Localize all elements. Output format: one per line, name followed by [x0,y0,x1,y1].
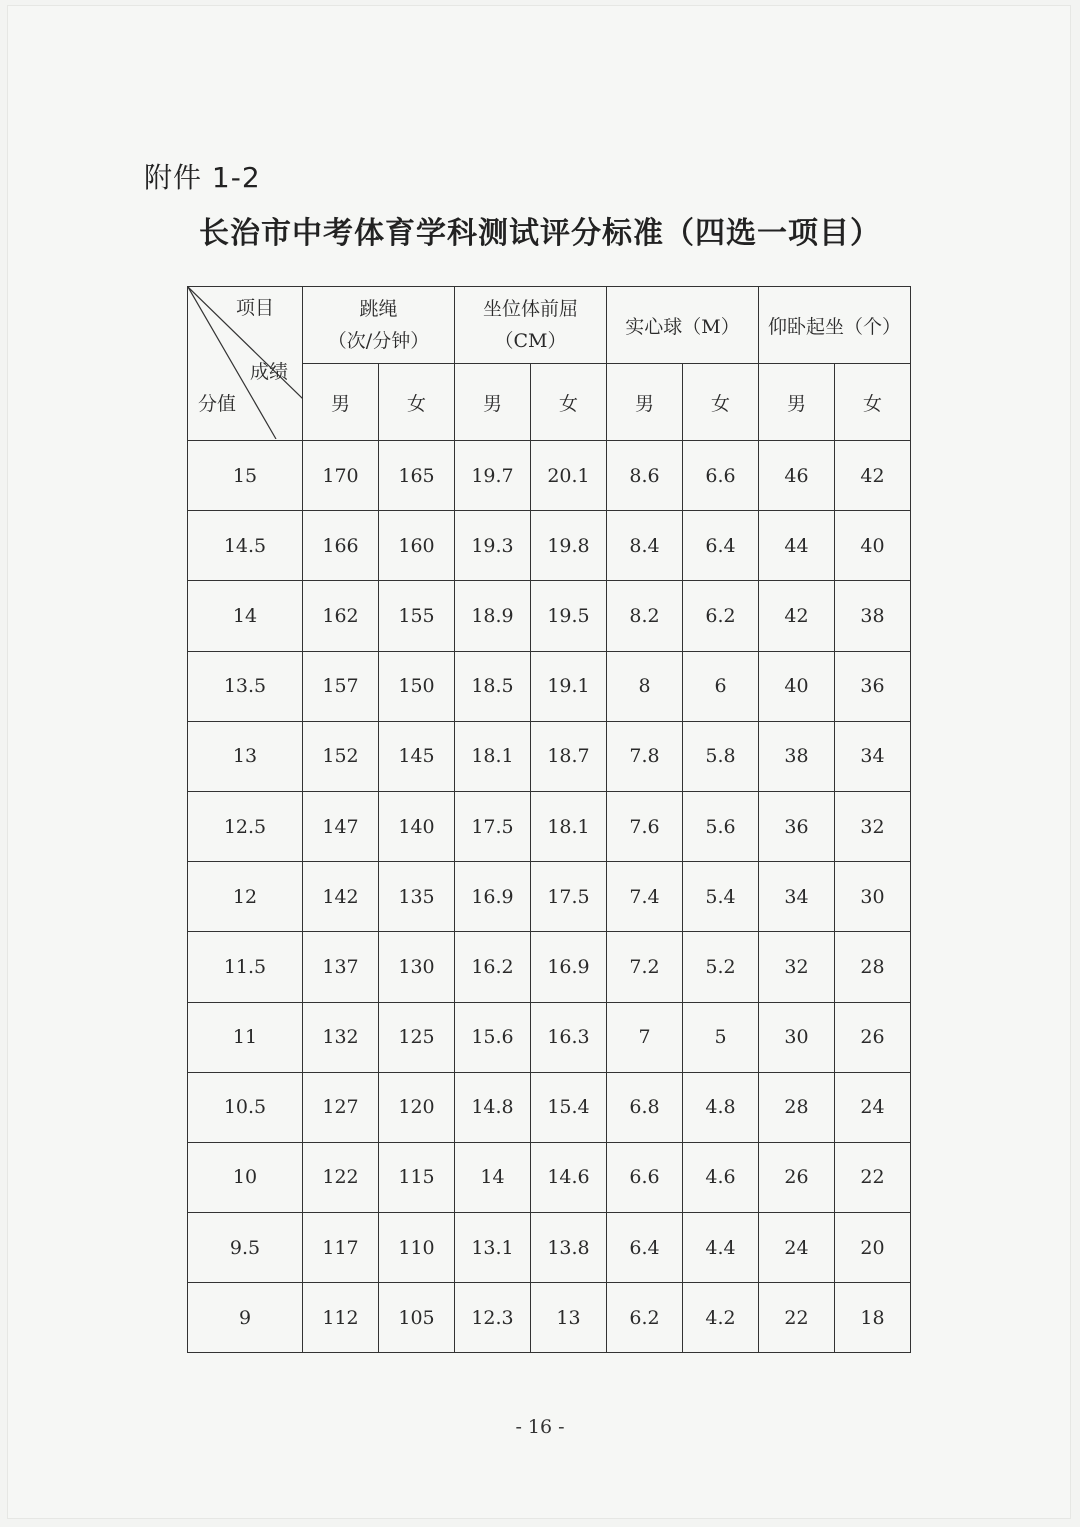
table-cell: 30 [835,862,911,932]
table-cell: 15.4 [531,1072,607,1142]
gender-header-male: 男 [759,364,835,441]
table-cell: 16.9 [531,932,607,1002]
table-cell: 19.7 [455,441,531,511]
table-cell: 165 [379,441,455,511]
table-row [188,1213,911,1283]
item-header-sit-and-reach [455,287,607,364]
table-cell: 16.2 [455,932,531,1002]
table-cell: 40 [835,511,911,581]
gender-header-female: 女 [683,364,759,441]
score-value-cell: 11 [188,1002,303,1072]
item-header-medicine-ball [607,287,759,364]
table-cell: 145 [379,721,455,791]
table-row [188,721,911,791]
table-cell: 152 [303,721,379,791]
table-cell: 157 [303,651,379,721]
table-row [188,441,911,511]
table-cell: 5.8 [683,721,759,791]
table-cell: 32 [759,932,835,1002]
table-row [188,862,911,932]
table-cell: 14.8 [455,1072,531,1142]
table-cell: 18.1 [455,721,531,791]
table-row [188,511,911,581]
item-name: 实心球（M） [625,315,740,338]
table-cell: 24 [759,1213,835,1283]
gender-header-female: 女 [835,364,911,441]
table-cell: 20.1 [531,441,607,511]
table-cell: 115 [379,1142,455,1212]
score-value-cell: 14 [188,581,303,651]
scoring-table [187,286,911,1353]
table-cell: 160 [379,511,455,581]
attachment-label: 附件 1-2 [144,161,261,194]
item-header-sit-ups [759,287,911,364]
table-cell: 18.7 [531,721,607,791]
table-cell: 142 [303,862,379,932]
score-value-cell: 13 [188,721,303,791]
table-row [188,1002,911,1072]
table-cell: 46 [759,441,835,511]
document-title: 长治市中考体育学科测试评分标准（四选一项目） [199,216,881,251]
table-cell: 7 [607,1002,683,1072]
table-cell: 4.8 [683,1072,759,1142]
table-cell: 17.5 [531,862,607,932]
table-cell: 16.3 [531,1002,607,1072]
score-value-cell: 12 [188,862,303,932]
table-cell: 8.4 [607,511,683,581]
score-value-cell: 10.5 [188,1072,303,1142]
item-name: 跳绳 [359,298,398,320]
table-cell: 34 [759,862,835,932]
table-cell: 19.8 [531,511,607,581]
table-cell: 38 [759,721,835,791]
header-row-items [188,287,911,364]
table-cell: 12.3 [455,1283,531,1353]
table-cell: 13.8 [531,1213,607,1283]
item-name: 仰卧起坐（个） [768,315,902,338]
table-cell: 5 [683,1002,759,1072]
table-row [188,1142,911,1212]
table-cell: 162 [303,581,379,651]
table-cell: 30 [759,1002,835,1072]
table-cell: 26 [835,1002,911,1072]
gender-header-female: 女 [379,364,455,441]
table-cell: 24 [835,1072,911,1142]
table-cell: 28 [835,932,911,1002]
table-cell: 40 [759,651,835,721]
score-value-cell: 9 [188,1283,303,1353]
table-cell: 36 [835,651,911,721]
gender-header-male: 男 [303,364,379,441]
gender-header-male: 男 [455,364,531,441]
score-value-cell: 15 [188,441,303,511]
score-value-cell: 13.5 [188,651,303,721]
score-value-cell: 11.5 [188,932,303,1002]
table-cell: 7.2 [607,932,683,1002]
table-cell: 147 [303,791,379,861]
item-header-jump-rope [303,287,455,364]
table-cell: 6.2 [683,581,759,651]
table-cell: 14 [455,1142,531,1212]
table-row [188,1072,911,1142]
table-cell: 19.1 [531,651,607,721]
table-cell: 4.2 [683,1283,759,1353]
table-cell: 6.6 [607,1142,683,1212]
table-cell: 7.6 [607,791,683,861]
corner-header-cell [188,287,303,441]
table-cell: 19.3 [455,511,531,581]
table-cell: 170 [303,441,379,511]
table-cell: 32 [835,791,911,861]
table-cell: 42 [835,441,911,511]
table-cell: 4.4 [683,1213,759,1283]
table-cell: 127 [303,1072,379,1142]
table-cell: 8 [607,651,683,721]
table-row [188,651,911,721]
table-row [188,791,911,861]
score-value-cell: 9.5 [188,1213,303,1283]
table-cell: 19.5 [531,581,607,651]
table-cell: 16.9 [455,862,531,932]
table-cell: 13.1 [455,1213,531,1283]
table-cell: 22 [835,1142,911,1212]
table-cell: 18.1 [531,791,607,861]
table-cell: 5.4 [683,862,759,932]
table-cell: 5.2 [683,932,759,1002]
table-cell: 26 [759,1142,835,1212]
score-value-cell: 12.5 [188,791,303,861]
item-unit: （CM） [494,330,567,352]
table-cell: 42 [759,581,835,651]
table-cell: 6.2 [607,1283,683,1353]
table-cell: 130 [379,932,455,1002]
table-cell: 15.6 [455,1002,531,1072]
table-cell: 14.6 [531,1142,607,1212]
table-cell: 140 [379,791,455,861]
table-cell: 18.9 [455,581,531,651]
table-cell: 117 [303,1213,379,1283]
table-cell: 6.4 [683,511,759,581]
item-unit: （次/分钟） [327,330,430,352]
table-row [188,581,911,651]
item-name: 坐位体前屈 [483,298,579,320]
table-cell: 44 [759,511,835,581]
table-cell: 105 [379,1283,455,1353]
table-cell: 166 [303,511,379,581]
table-cell: 8.2 [607,581,683,651]
table-cell: 28 [759,1072,835,1142]
table-cell: 155 [379,581,455,651]
page-number: - 16 - [515,1416,565,1438]
table-cell: 13 [531,1283,607,1353]
table-cell: 120 [379,1072,455,1142]
table-cell: 5.6 [683,791,759,861]
table-cell: 132 [303,1002,379,1072]
table-cell: 135 [379,862,455,932]
gender-header-female: 女 [531,364,607,441]
table-cell: 150 [379,651,455,721]
table-cell: 4.6 [683,1142,759,1212]
table-cell: 20 [835,1213,911,1283]
table-cell: 6.6 [683,441,759,511]
table-cell: 7.4 [607,862,683,932]
table-cell: 38 [835,581,911,651]
table-cell: 125 [379,1002,455,1072]
table-cell: 7.8 [607,721,683,791]
table-row [188,1283,911,1353]
score-value-cell: 14.5 [188,511,303,581]
corner-label-value: 分值 [198,393,237,415]
table-cell: 122 [303,1142,379,1212]
table-cell: 6 [683,651,759,721]
table-cell: 17.5 [455,791,531,861]
table-cell: 6.8 [607,1072,683,1142]
table-cell: 137 [303,932,379,1002]
table-cell: 112 [303,1283,379,1353]
corner-label-item: 项目 [236,297,275,319]
table-cell: 110 [379,1213,455,1283]
table-cell: 22 [759,1283,835,1353]
table-cell: 18 [835,1283,911,1353]
table-cell: 6.4 [607,1213,683,1283]
score-value-cell: 10 [188,1142,303,1212]
table-cell: 34 [835,721,911,791]
table-row [188,932,911,1002]
gender-header-male: 男 [607,364,683,441]
corner-label-score: 成绩 [250,361,289,383]
table-cell: 18.5 [455,651,531,721]
table-cell: 8.6 [607,441,683,511]
table-cell: 36 [759,791,835,861]
